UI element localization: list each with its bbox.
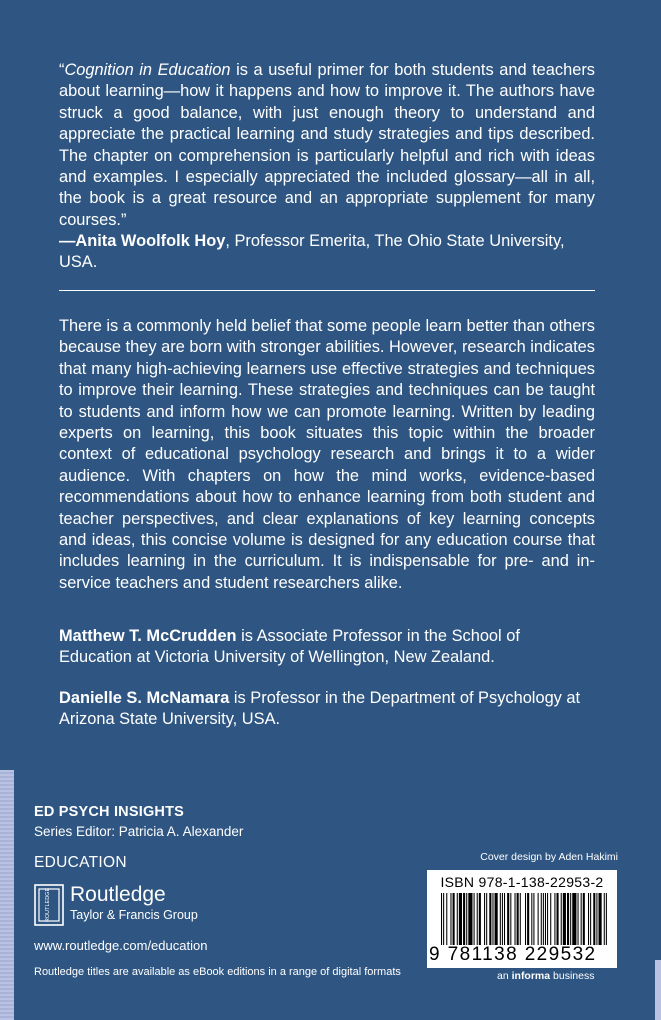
barcode-bar <box>484 893 485 945</box>
informa-brand: informa <box>511 970 551 982</box>
barcode-bar <box>543 893 544 945</box>
series-editor: Series Editor: Patricia A. Alexander <box>34 824 244 839</box>
series-title: ED PSYCH INSIGHTS <box>34 804 185 820</box>
barcode-bar <box>504 893 505 945</box>
barcode-bar <box>531 893 532 945</box>
barcode-bar <box>550 893 551 945</box>
barcode-bar <box>581 893 582 945</box>
barcode-bar <box>441 893 442 945</box>
isbn-label: ISBN 978-1-138-22953-2 <box>440 874 604 890</box>
barcode-bar <box>443 893 444 945</box>
book-description: There is a commonly held belief that some people learn better than others because they are born with stronger abilities. However, research indicates that many high-achieving learners use effective strategies and techniques to improve their learning. These strategies and techniques can be taught to students and inform how we can promote learning. Written by leading experts on learning, this book situates this topic within the broader context of educational psychology research and brings it to a wider audience. With chapters on how the mind works, evidence-based recommendations about how to enhance learning from both student and teacher perspectives, and clear explanations of key learning concepts and ideas, this concise volume is designed for any education course that includes learning in the curriculum. It is indispensable for pre- and in-service teachers and student researchers alike. <box>59 317 595 592</box>
barcode-bar <box>502 893 503 945</box>
barcode-bar <box>547 893 548 945</box>
ebook-note: Routledge titles are available as eBook editions in a range of digital formats <box>34 966 401 978</box>
barcode-bar <box>604 893 605 945</box>
quote-attribution <box>59 231 595 274</box>
barcode-bar <box>459 893 462 945</box>
quote-body: is a useful primer for both students and teachers about learning—how it happens and how to improve it. The authors have struck a good balance, with just enough theory to understand and appreciate the practical learning and study strategies and tips described. The chapter on comprehension is particularly helpful and rich with ideas and examples. I especially appreciated the included glossary—all in all, the book is a great resource and an appropriate supplement for many courses.” <box>59 61 595 229</box>
routledge-logo-icon <box>34 884 64 926</box>
divider-rule <box>59 290 595 291</box>
informa-prefix: an <box>497 970 512 982</box>
barcode-bar <box>507 893 509 945</box>
publisher-logo <box>34 884 198 926</box>
barcode-bar <box>545 893 546 945</box>
barcode-bar <box>517 893 519 945</box>
publisher-group: Taylor & Francis Group <box>70 908 198 922</box>
barcode-digits: 9 781138 229532 <box>429 944 597 965</box>
cover-edge-strip <box>0 770 14 1020</box>
barcode-bar <box>492 893 493 945</box>
author-text-1: is Associate Professor in the School of Education at Victoria University of Wellington, New Zealand. <box>59 627 520 667</box>
barcode-bar <box>596 893 597 945</box>
barcode-bars <box>441 893 607 945</box>
barcode-bar <box>474 893 475 945</box>
author-bio-2 <box>59 688 595 731</box>
author-bio-1 <box>59 626 595 669</box>
barcode-bar <box>489 893 491 945</box>
barcode-bar <box>466 893 467 945</box>
barcode-bar <box>486 893 487 945</box>
barcode-bar <box>463 893 465 945</box>
attribution-name: —Anita Woolfolk Hoy <box>59 232 226 250</box>
barcode-bar <box>525 893 526 945</box>
barcode-bar <box>457 893 458 945</box>
barcode-bar <box>500 893 501 945</box>
barcode-bar <box>541 893 542 945</box>
barcode-bar <box>495 893 498 945</box>
informa-business <box>497 970 594 982</box>
barcode-bar <box>477 893 478 945</box>
author-text-2: is Professor in the Department of Psychology at Arizona State University, USA. <box>59 689 581 729</box>
publisher-url[interactable]: www.routledge.com/education <box>34 938 208 953</box>
barcode-bar <box>450 893 451 945</box>
barcode-bar <box>510 893 511 945</box>
barcode-bar <box>590 893 591 945</box>
cover-edge-strip-right <box>655 960 661 1020</box>
subject-category: EDUCATION <box>34 854 127 871</box>
publisher-name: Routledge <box>70 883 166 906</box>
barcode-bar <box>570 893 571 945</box>
barcode-bar <box>446 893 447 945</box>
barcode-bar <box>453 893 455 945</box>
barcode-bar <box>538 893 539 945</box>
barcode-bar <box>583 893 585 945</box>
author-name-2: Danielle S. McNamara <box>59 689 230 707</box>
quote-book-title: Cognition in Education <box>64 61 231 79</box>
barcode-bar <box>479 893 481 945</box>
logo-letters: ROUTLEDGE <box>45 887 51 923</box>
barcode-bar <box>561 893 562 945</box>
barcode-bar <box>606 893 607 945</box>
barcode-bar <box>563 893 566 945</box>
barcode-bar <box>515 893 516 945</box>
barcode-bar <box>572 893 576 945</box>
endorsement-quote <box>59 60 595 231</box>
author-name-1: Matthew T. McCrudden <box>59 627 237 645</box>
barcode-bar <box>520 893 521 945</box>
informa-suffix: business <box>550 970 595 982</box>
barcode-bar <box>554 893 555 945</box>
barcode-bar <box>468 893 472 945</box>
barcode-bar <box>557 893 559 945</box>
barcode-bar <box>527 893 529 945</box>
isbn-barcode <box>427 870 617 968</box>
attribution-affiliation: , Professor Emerita, The Ohio State University, USA. <box>59 232 565 272</box>
barcode-bar <box>533 893 534 945</box>
barcode-bar <box>599 893 602 945</box>
quote-open-mark: “ <box>59 61 65 79</box>
barcode-bar <box>588 893 589 945</box>
barcode-bar <box>578 893 579 945</box>
cover-design-credit: Cover design by Aden Hakimi <box>480 851 618 863</box>
barcode-bar <box>567 893 569 945</box>
barcode-bar <box>593 893 595 945</box>
